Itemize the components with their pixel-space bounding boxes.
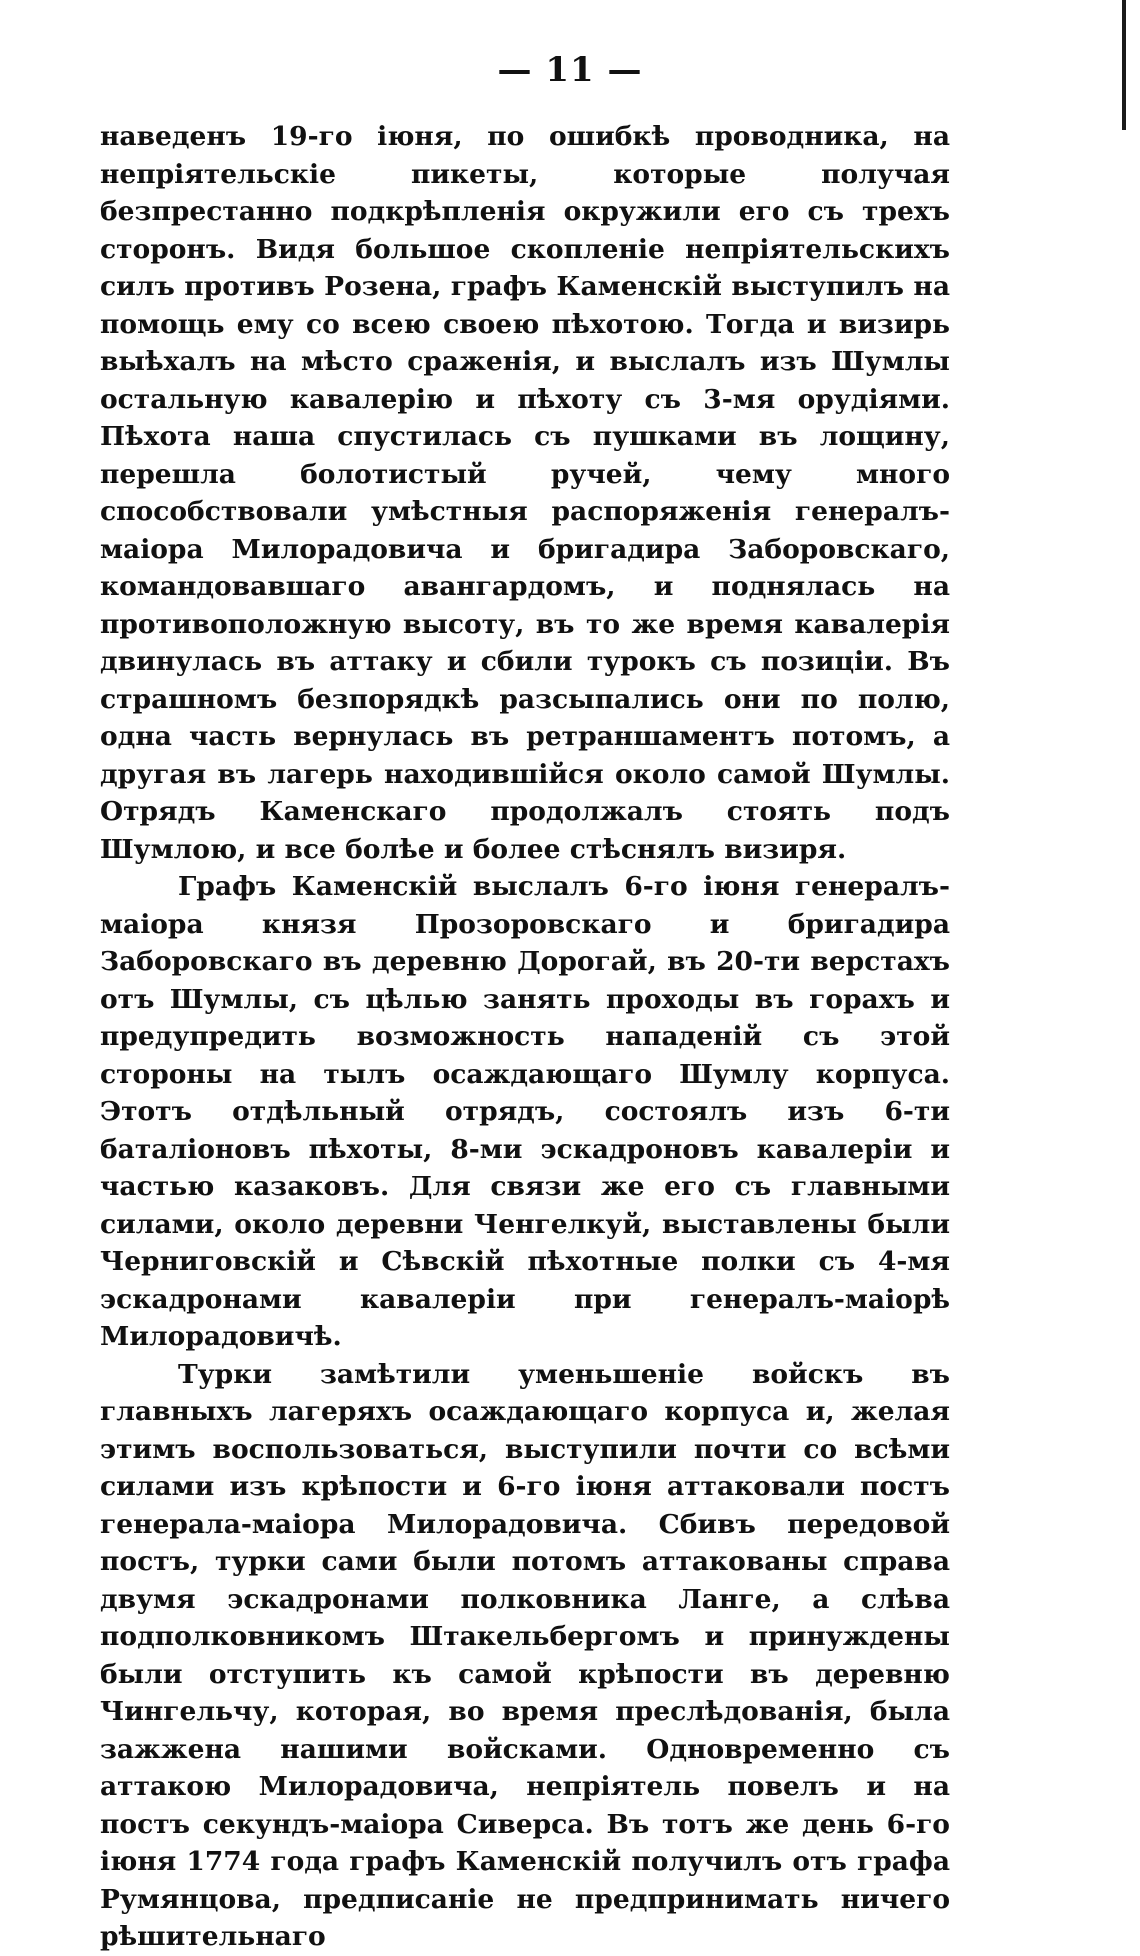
paragraph-3: Турки замѣтили уменьшеніе войскъ въ главныхъ лагеряхъ осаждающаго корпуса и, желая этимъ воспользоваться, выступили почти со всѣми силами изъ крѣпости и 6-го іюня аттаковали постъ генерала-маіора Милорадовича. Сбивъ передовой постъ, турки сами были потомъ аттакованы справа двумя эскадронами полковника Ланге, а слѣва подполковникомъ Штакельбергомъ и принуждены были отступить къ самой крѣпости въ деревню Чингельчу, которая, во время преслѣдованія, была зажжена нашими войсками. Одновременно съ аттакою Милорадовича, непріятель повелъ и на постъ секундъ-маіора Сиверса. Въ тотъ же день 6-го іюня 1774 года графъ Каменскій получилъ отъ графа Румянцова, предписаніе не предпринимать ничего рѣшительнаго: [100, 1358, 950, 1952]
page-number: — 11 —: [497, 50, 643, 90]
paragraph-2: Графъ Каменскій выслалъ 6-го іюня генералъ-маіора князя Прозоровскаго и бригадира Заборовскаго въ деревню Дорогай, въ 20-ти верстахъ отъ Шумлы, съ цѣлью занять проходы въ горахъ и предупредить возможность нападеній съ этой стороны на тылъ осаждающаго Шумлу корпуса. Этотъ отдѣльный отрядъ, состоялъ изъ 6-ти баталіоновъ пѣхоты, 8-ми эскадроновъ кавалеріи и частью казаковъ. Для связи же его съ главными силами, около деревни Ченгелкуй, выставлены были Черниговскій и Сѣвскій пѣхотные полки съ 4-мя эскадронами кавалеріи при генералъ-маіорѣ Милорадовичѣ.: [100, 871, 950, 1352]
paragraph-1: наведенъ 19-го іюня, по ошибкѣ проводника, на непріятельскіе пикеты, которые получая безпрестанно подкрѣпленія окружили его съ трехъ сторонъ. Видя большое скопленіе непріятельскихъ силъ противъ Розена, графъ Каменскій выступилъ на помощь ему со всею своею пѣхотою. Тогда и визирь выѣхалъ на мѣсто сраженія, и выслалъ изъ Шумлы остальную кавалерію и пѣхоту съ 3-мя орудіями. Пѣхота наша спустилась съ пушками въ лощину, перешла болотистый ручей, чему много способствовали умѣстныя распоряженія генералъ-маіора Милорадовича и бригадира Заборовскаго, командовавшаго авангардомъ, и поднялась на противоположную высоту, въ то же время кавалерія двинулась въ аттаку и сбили турокъ съ позиціи. Въ страшномъ безпорядкѣ разсыпались они по полю, одна часть вернулась въ ретраншаментъ потомъ, а другая въ лагерь находившійся около самой Шумлы. Отрядъ Каменскаго продолжалъ стоять подъ Шумлою, и все болѣе и более стѣснялъ визиря.: [100, 121, 950, 865]
body-text: [100, 118, 950, 1956]
